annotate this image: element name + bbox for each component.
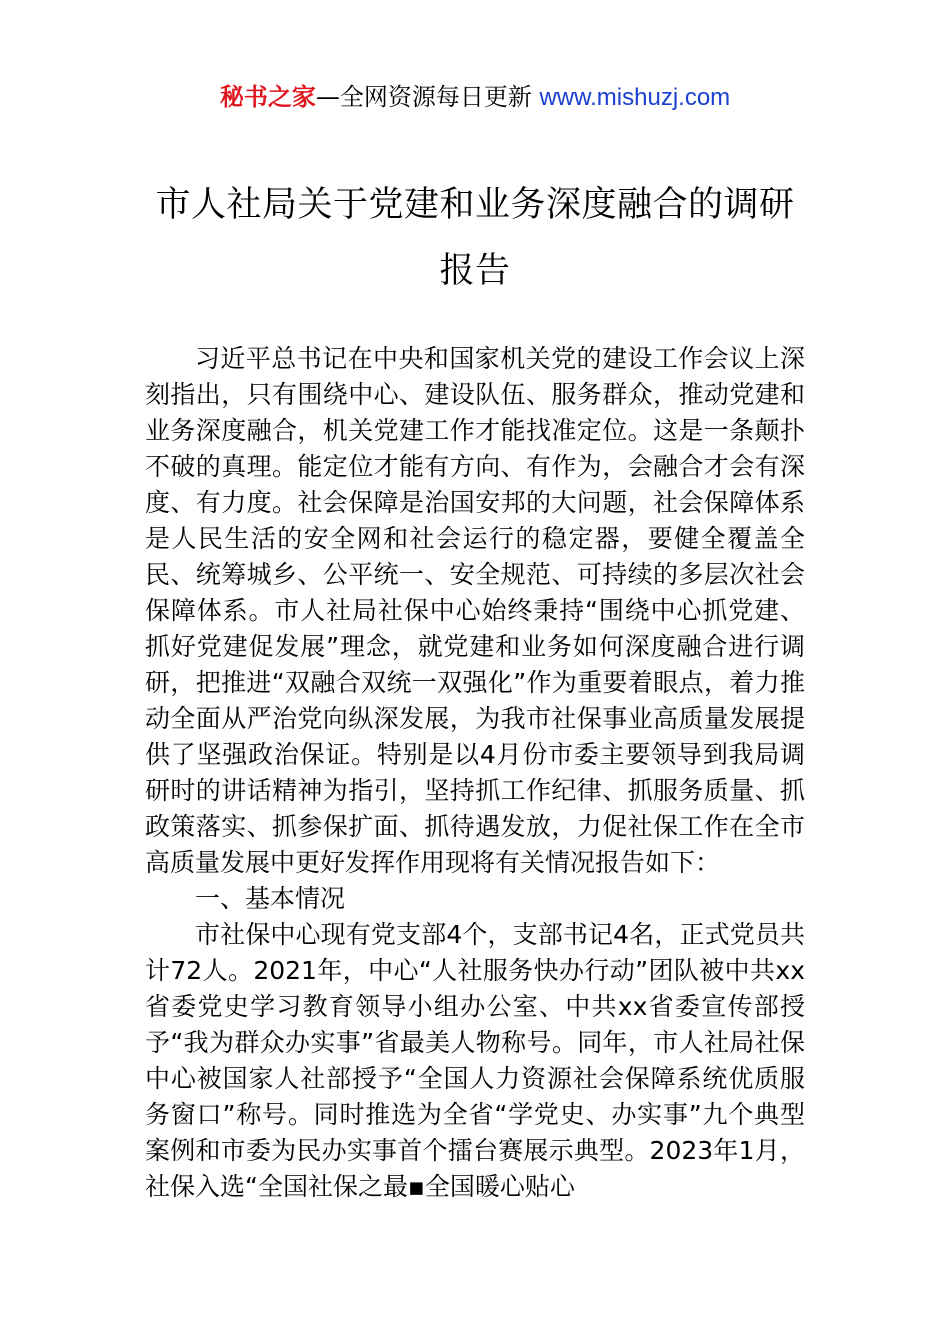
document-body [145, 341, 805, 1205]
document-title: 市人社局关于党建和业务深度融合的调研报告 [155, 185, 795, 291]
site-tagline: —全网资源每日更新 [315, 83, 540, 111]
site-name: 秘书之家 [219, 83, 316, 111]
site-header [0, 80, 950, 115]
section-heading-basic-situation: 一、基本情况 [195, 884, 346, 913]
paragraph-intro: 习近平总书记在中央和国家机关党的建设工作会议上深刻指出，只有围绕中心、建设队伍、服务群众，推动党建和业务深度融合，机关党建工作才能找准定位。这是一条颠扑不破的真理。能定位才能有方向、有作为，会融合才会有深度、有力度。社会保障是治国安邦的大问题，社会保障体系是人民生活的安全网和社会运行的稳定器，要健全覆盖全民、统筹城乡、公平统一、安全规范、可持续的多层次社会保障体系。市人社局社保中心始终秉持“围绕中心抓党建、抓好党建促发展”理念，就党建和业务如何深度融合进行调研，把推进“双融合双统一双强化”作为重要着眼点，着力推动全面从严治党向纵深发展，为我市社保事业高质量发展提供了坚强政治保证。特别是以4月份市委主要领导到我局调研时的讲话精神为指引，坚持抓工作纪律、抓服务质量、抓政策落实、抓参保扩面、抓待遇发放，力促社保工作在全市高质量发展中更好发挥作用现将有关情况报告如下： [145, 344, 805, 877]
paragraph-basic-situation: 市社保中心现有党支部4个，支部书记4名，正式党员共计72人。2021年，中心“人社服务快办行动”团队被中共xx省委党史学习教育领导小组办公室、中共xx省委宣传部授予“我为群众办实事”省最美人物称号。同年，市人社局社保中心被国家人社部授予“全国人力资源社会保障系统优质服务窗口”称号。同时推选为全省“学党史、办实事”九个典型案例和市委为民办实事首个擂台赛展示典型。2023年1月，社保入选“全国社保之最▪全国暖心贴心 [145, 920, 805, 1201]
site-url-link[interactable]: www.mishuzj.com [539, 84, 731, 111]
